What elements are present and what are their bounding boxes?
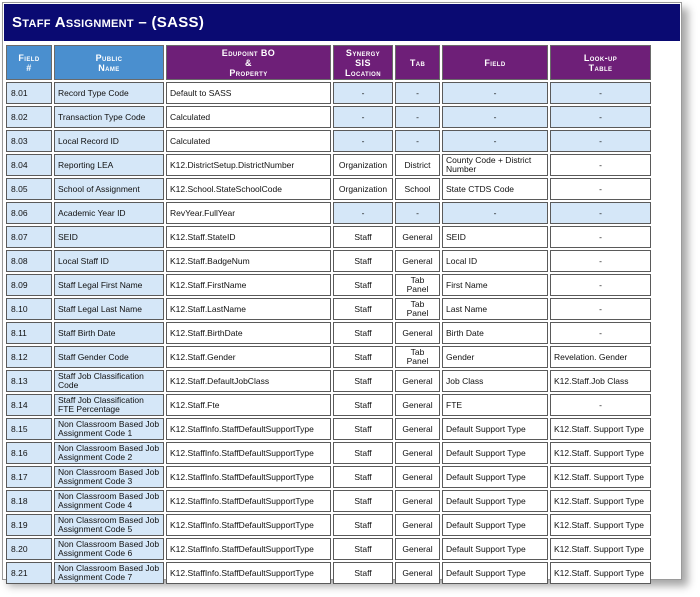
- location-cell: Staff: [333, 442, 393, 464]
- field-number-cell: 8.18: [6, 490, 52, 512]
- public-name-cell: Staff Job Classification Code: [54, 370, 164, 392]
- bo-property-cell: K12.Staff.Gender: [166, 346, 331, 368]
- field-number-cell: 8.21: [6, 562, 52, 584]
- public-name-cell: Staff Legal Last Name: [54, 298, 164, 320]
- lookup-cell: -: [550, 82, 651, 104]
- field-number-cell: 8.04: [6, 154, 52, 176]
- lookup-cell: K12.Staff.Job Class: [550, 370, 651, 392]
- field-number-cell: 8.20: [6, 538, 52, 560]
- location-cell: Organization: [333, 154, 393, 176]
- bo-property-cell: K12.StaffInfo.StaffDefaultSupportType: [166, 466, 331, 488]
- tab-cell: District: [395, 154, 440, 176]
- header-line: Name: [98, 62, 120, 73]
- lookup-cell: -: [550, 154, 651, 176]
- field-number-cell: 8.07: [6, 226, 52, 248]
- table-row: [6, 226, 651, 248]
- header-line: &: [245, 57, 252, 68]
- lookup-cell: K12.Staff. Support Type: [550, 514, 651, 536]
- lookup-cell: K12.Staff. Support Type: [550, 490, 651, 512]
- tab-cell: General: [395, 466, 440, 488]
- header-line: Edupoint BO: [221, 47, 276, 58]
- public-name-cell: Staff Legal First Name: [54, 274, 164, 296]
- lookup-cell: -: [550, 394, 651, 416]
- table-row: [6, 178, 651, 200]
- bo-property-cell: Calculated: [166, 106, 331, 128]
- header-public-name: [54, 45, 164, 80]
- table-row: [6, 466, 651, 488]
- location-cell: Staff: [333, 418, 393, 440]
- tab-cell: General: [395, 250, 440, 272]
- tab-cell: General: [395, 394, 440, 416]
- table-header-row: [6, 45, 651, 80]
- lookup-cell: Revelation. Gender: [550, 346, 651, 368]
- public-name-cell: Staff Birth Date: [54, 322, 164, 344]
- lookup-cell: K12.Staff. Support Type: [550, 466, 651, 488]
- field-cell: Default Support Type: [442, 466, 548, 488]
- field-number-cell: 8.17: [6, 466, 52, 488]
- lookup-cell: -: [550, 226, 651, 248]
- field-number-cell: 8.08: [6, 250, 52, 272]
- table-row: [6, 106, 651, 128]
- location-cell: Staff: [333, 538, 393, 560]
- field-cell: State CTDS Code: [442, 178, 548, 200]
- table-row: [6, 490, 651, 512]
- tab-cell: General: [395, 538, 440, 560]
- field-cell: Default Support Type: [442, 562, 548, 584]
- header-line: Tab: [409, 57, 426, 68]
- field-number-cell: 8.03: [6, 130, 52, 152]
- lookup-cell: K12.Staff. Support Type: [550, 538, 651, 560]
- public-name-cell: Local Record ID: [54, 130, 164, 152]
- table-row: [6, 130, 651, 152]
- field-number-cell: 8.01: [6, 82, 52, 104]
- field-number-cell: 8.05: [6, 178, 52, 200]
- bo-property-cell: K12.StaffInfo.StaffDefaultSupportType: [166, 490, 331, 512]
- bo-property-cell: RevYear.FullYear: [166, 202, 331, 224]
- lookup-cell: -: [550, 322, 651, 344]
- lookup-cell: -: [550, 178, 651, 200]
- table-row: [6, 82, 651, 104]
- tab-cell: Tab Panel: [395, 346, 440, 368]
- lookup-cell: -: [550, 106, 651, 128]
- table-row: [6, 514, 651, 536]
- location-cell: Staff: [333, 514, 393, 536]
- field-cell: County Code + District Number: [442, 154, 548, 176]
- header-line: Field: [18, 52, 40, 63]
- field-cell: Default Support Type: [442, 514, 548, 536]
- field-number-cell: 8.02: [6, 106, 52, 128]
- tab-cell: School: [395, 178, 440, 200]
- field-number-cell: 8.19: [6, 514, 52, 536]
- field-number-cell: 8.14: [6, 394, 52, 416]
- table-row: [6, 250, 651, 272]
- header-lookup-table: [550, 45, 651, 80]
- bo-property-cell: K12.Staff.StateID: [166, 226, 331, 248]
- public-name-cell: Reporting LEA: [54, 154, 164, 176]
- header-edupoint-bo: [166, 45, 331, 80]
- lookup-cell: K12.Staff. Support Type: [550, 562, 651, 584]
- table-row: [6, 394, 651, 416]
- public-name-cell: Non Classroom Based Job Assignment Code 4: [54, 490, 164, 512]
- field-number-cell: 8.16: [6, 442, 52, 464]
- lookup-cell: -: [550, 202, 651, 224]
- field-number-cell: 8.13: [6, 370, 52, 392]
- bo-property-cell: K12.Staff.BirthDate: [166, 322, 331, 344]
- location-cell: -: [333, 130, 393, 152]
- field-cell: Default Support Type: [442, 442, 548, 464]
- field-cell: Job Class: [442, 370, 548, 392]
- table-row: [6, 274, 651, 296]
- table-row: [6, 346, 651, 368]
- tab-cell: General: [395, 418, 440, 440]
- bo-property-cell: K12.StaffInfo.StaffDefaultSupportType: [166, 418, 331, 440]
- public-name-cell: Staff Gender Code: [54, 346, 164, 368]
- field-number-cell: 8.09: [6, 274, 52, 296]
- location-cell: -: [333, 82, 393, 104]
- lookup-cell: -: [550, 250, 651, 272]
- tab-cell: General: [395, 226, 440, 248]
- lookup-cell: K12.Staff. Support Type: [550, 418, 651, 440]
- field-cell: -: [442, 130, 548, 152]
- location-cell: Staff: [333, 322, 393, 344]
- field-cell: Default Support Type: [442, 418, 548, 440]
- field-number-cell: 8.06: [6, 202, 52, 224]
- tab-cell: General: [395, 370, 440, 392]
- bo-property-cell: Default to SASS: [166, 82, 331, 104]
- header-line: Property: [229, 67, 268, 78]
- bo-property-cell: K12.StaffInfo.StaffDefaultSupportType: [166, 442, 331, 464]
- public-name-cell: Non Classroom Based Job Assignment Code 2: [54, 442, 164, 464]
- lookup-cell: -: [550, 274, 651, 296]
- location-cell: Organization: [333, 178, 393, 200]
- public-name-cell: School of Assignment: [54, 178, 164, 200]
- public-name-cell: Transaction Type Code: [54, 106, 164, 128]
- tab-cell: -: [395, 82, 440, 104]
- location-cell: -: [333, 106, 393, 128]
- bo-property-cell: K12.StaffInfo.StaffDefaultSupportType: [166, 562, 331, 584]
- table-row: [6, 418, 651, 440]
- tab-cell: Tab Panel: [395, 298, 440, 320]
- location-cell: Staff: [333, 298, 393, 320]
- location-cell: Staff: [333, 370, 393, 392]
- field-cell: Birth Date: [442, 322, 548, 344]
- bo-property-cell: Calculated: [166, 130, 331, 152]
- tab-cell: Tab Panel: [395, 274, 440, 296]
- public-name-cell: Non Classroom Based Job Assignment Code 3: [54, 466, 164, 488]
- bo-property-cell: K12.School.StateSchoolCode: [166, 178, 331, 200]
- location-cell: Staff: [333, 226, 393, 248]
- public-name-cell: Academic Year ID: [54, 202, 164, 224]
- field-number-cell: 8.11: [6, 322, 52, 344]
- table-row: [6, 154, 651, 176]
- field-cell: -: [442, 106, 548, 128]
- tab-cell: -: [395, 130, 440, 152]
- lookup-cell: K12.Staff. Support Type: [550, 442, 651, 464]
- field-number-cell: 8.15: [6, 418, 52, 440]
- public-name-cell: Non Classroom Based Job Assignment Code 1: [54, 418, 164, 440]
- public-name-cell: Non Classroom Based Job Assignment Code 6: [54, 538, 164, 560]
- bo-property-cell: K12.Staff.LastName: [166, 298, 331, 320]
- field-cell: Default Support Type: [442, 538, 548, 560]
- bo-property-cell: K12.StaffInfo.StaffDefaultSupportType: [166, 514, 331, 536]
- header-line: Synergy: [345, 47, 381, 58]
- document-frame: [2, 2, 682, 580]
- public-name-cell: Staff Job Classification FTE Percentage: [54, 394, 164, 416]
- field-number-cell: 8.12: [6, 346, 52, 368]
- tab-cell: General: [395, 562, 440, 584]
- location-cell: Staff: [333, 490, 393, 512]
- field-number-cell: 8.10: [6, 298, 52, 320]
- field-cell: First Name: [442, 274, 548, 296]
- bo-property-cell: K12.Staff.FirstName: [166, 274, 331, 296]
- table-row: [6, 370, 651, 392]
- public-name-cell: Record Type Code: [54, 82, 164, 104]
- table-row: [6, 298, 651, 320]
- public-name-cell: Local Staff ID: [54, 250, 164, 272]
- header-field-number: [6, 45, 52, 80]
- field-cell: -: [442, 82, 548, 104]
- public-name-cell: SEID: [54, 226, 164, 248]
- header-tab: [395, 45, 440, 80]
- field-mapping-table: [4, 43, 653, 586]
- bo-property-cell: K12.DistrictSetup.DistrictNumber: [166, 154, 331, 176]
- bo-property-cell: K12.StaffInfo.StaffDefaultSupportType: [166, 538, 331, 560]
- header-field: [442, 45, 548, 80]
- tab-cell: -: [395, 106, 440, 128]
- tab-cell: General: [395, 442, 440, 464]
- field-cell: Local ID: [442, 250, 548, 272]
- location-cell: Staff: [333, 394, 393, 416]
- header-line: #: [26, 62, 32, 73]
- tab-cell: General: [395, 490, 440, 512]
- header-line: Public: [95, 52, 123, 63]
- location-cell: Staff: [333, 562, 393, 584]
- public-name-cell: Non Classroom Based Job Assignment Code 7: [54, 562, 164, 584]
- location-cell: Staff: [333, 346, 393, 368]
- header-line: Location: [345, 67, 381, 78]
- location-cell: Staff: [333, 250, 393, 272]
- header-line: Table: [588, 62, 613, 73]
- field-cell: FTE: [442, 394, 548, 416]
- tab-cell: General: [395, 514, 440, 536]
- table-row: [6, 538, 651, 560]
- page-title: Staff Assignment – (SASS): [4, 4, 680, 41]
- lookup-cell: -: [550, 130, 651, 152]
- field-cell: Last Name: [442, 298, 548, 320]
- header-line: SIS: [355, 57, 371, 68]
- location-cell: -: [333, 202, 393, 224]
- tab-cell: General: [395, 322, 440, 344]
- field-cell: Gender: [442, 346, 548, 368]
- location-cell: Staff: [333, 466, 393, 488]
- field-cell: -: [442, 202, 548, 224]
- header-line: Look-up: [583, 52, 618, 63]
- location-cell: Staff: [333, 274, 393, 296]
- tab-cell: -: [395, 202, 440, 224]
- table-row: [6, 202, 651, 224]
- field-cell: Default Support Type: [442, 490, 548, 512]
- table-row: [6, 322, 651, 344]
- header-line: Field: [484, 57, 506, 68]
- bo-property-cell: K12.Staff.DefaultJobClass: [166, 370, 331, 392]
- header-synergy-location: [333, 45, 393, 80]
- bo-property-cell: K12.Staff.BadgeNum: [166, 250, 331, 272]
- public-name-cell: Non Classroom Based Job Assignment Code 5: [54, 514, 164, 536]
- bo-property-cell: K12.Staff.Fte: [166, 394, 331, 416]
- table-row: [6, 562, 651, 584]
- table-row: [6, 442, 651, 464]
- field-cell: SEID: [442, 226, 548, 248]
- lookup-cell: -: [550, 298, 651, 320]
